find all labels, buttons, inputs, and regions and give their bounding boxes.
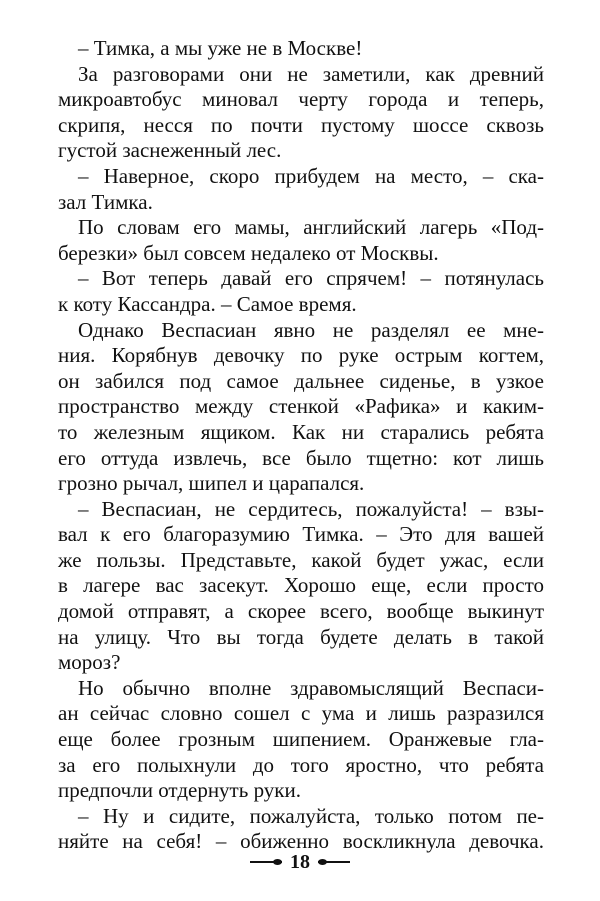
text-line: вал к его благоразумию Тимка. – Это для вашей xyxy=(58,522,544,547)
text-line: – Ну и сидите, пожалуйста, только потом пе- xyxy=(78,803,544,828)
body-text xyxy=(58,36,544,855)
text-line: предпочли отдернуть руки. xyxy=(58,778,301,803)
text-line: мороз? xyxy=(58,650,121,675)
text-line: микроавтобус миновал черту города и теперь, xyxy=(58,87,544,112)
text-line: домой отправят, а скорее всего, вообще выкинут xyxy=(58,599,544,624)
text-line: в лагере вас засекут. Хорошо еще, если просто xyxy=(58,573,544,598)
text-line: к коту Кассандра. – Самое время. xyxy=(58,291,357,316)
text-line: за его полыхнули до того яростно, что ребята xyxy=(58,752,544,777)
text-line: ния. Корябнув девочку по руке острым когтем, xyxy=(58,343,544,368)
text-line: Но обычно вполне здравомыслящий Веспаси- xyxy=(78,675,544,700)
folio-ornament-right xyxy=(318,859,350,865)
text-line: – Веспасиан, не сердитесь, пожалуйста! – взы- xyxy=(78,496,544,521)
text-line: скрипя, несся по почти пустому шоссе сквозь xyxy=(58,112,544,137)
text-line: еще более грозным шипением. Оранжевые гла- xyxy=(58,727,544,752)
text-line: грозно рычал, шипел и царапался. xyxy=(58,471,365,496)
text-line: то железным ящиком. Как ни старались ребята xyxy=(58,419,544,444)
text-line: Однако Веспасиан явно не разделял ее мне- xyxy=(78,317,544,342)
text-line: же пользы. Представьте, какой будет ужас, если xyxy=(58,547,544,572)
text-line: – Наверное, скоро прибудем на место, – ска- xyxy=(78,163,544,188)
page-footer xyxy=(0,850,600,874)
text-line: няйте на себя! – обиженно воскликнула девочка. xyxy=(58,829,544,854)
folio-ornament-left xyxy=(250,859,282,865)
text-line: березки» был совсем недалеко от Москвы. xyxy=(58,240,439,265)
text-line: За разговорами они не заметили, как древний xyxy=(78,61,544,86)
text-line: густой заснеженный лес. xyxy=(58,138,282,163)
text-line: зал Тимка. xyxy=(58,189,153,214)
text-line: он забился под самое дальнее сиденье, в узкое xyxy=(58,368,544,393)
text-line: на улицу. Что вы тогда будете делать в такой xyxy=(58,624,544,649)
text-line: – Вот теперь давай его спрячем! – потянулась xyxy=(78,266,544,291)
text-line: его оттуда извлечь, все было тщетно: кот лишь xyxy=(58,445,544,470)
text-line: – Тимка, а мы уже не в Москве! xyxy=(78,36,363,60)
text-line: ан сейчас словно сошел с ума и лишь разразился xyxy=(58,701,544,726)
page-number: 18 xyxy=(290,850,310,873)
text-line: пространство между стенкой «Рафика» и каким- xyxy=(58,394,544,419)
text-line: По словам его мамы, английский лагерь «Под- xyxy=(78,215,544,240)
